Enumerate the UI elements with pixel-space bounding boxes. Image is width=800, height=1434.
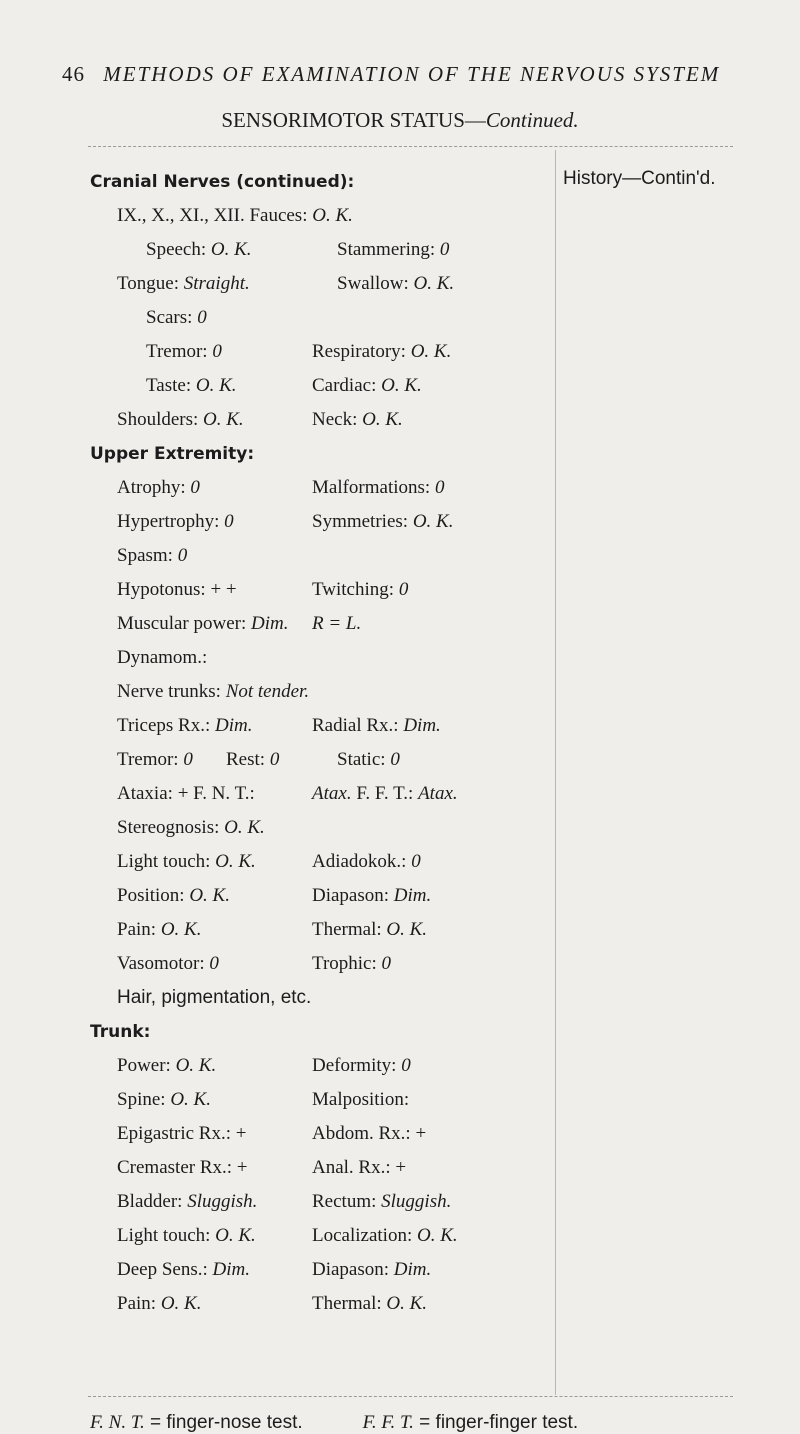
stammering-field (337, 238, 449, 262)
epigastric-field (117, 1122, 246, 1146)
deep-sens-field (117, 1258, 250, 1282)
fft-definition: = finger-finger test. (413, 1412, 579, 1433)
thermal-trunk-label: Thermal: (312, 1293, 387, 1314)
page-number: 46 (62, 62, 85, 86)
nerve-trunks-value: Not tender. (225, 681, 310, 702)
tongue-field (117, 272, 250, 296)
fauces-label: IX., X., XI., XII. Fauces: (117, 205, 313, 226)
ataxia-label: Ataxia: (117, 783, 178, 804)
atax-ff-label: F. F. T.: (351, 783, 419, 804)
rectum-value: Sluggish. (381, 1191, 452, 1212)
deformity-field (312, 1054, 411, 1078)
hypertrophy-value: 0 (224, 511, 234, 532)
deep-sens-label: Deep Sens.: (117, 1259, 213, 1280)
spine-label: Spine: (117, 1089, 171, 1110)
neck-value: O. K. (362, 409, 403, 430)
malposition-field (312, 1088, 409, 1112)
stereognosis-label: Stereognosis: (117, 817, 225, 838)
r-equals-l-field (312, 612, 361, 636)
neck-field (312, 408, 403, 432)
bladder-field (117, 1190, 257, 1214)
thermal-trunk-value: O. K. (386, 1293, 428, 1314)
position-label: Position: (117, 885, 190, 906)
thermal-ue-field (312, 918, 427, 942)
localization-field (312, 1224, 458, 1248)
adiadokok-field (312, 850, 421, 874)
neck-label: Neck: (312, 409, 363, 430)
atax-ff-value: Atax. (418, 783, 458, 804)
triceps-value: Dim. (215, 715, 253, 736)
epigastric-label: Epigastric Rx.: (117, 1123, 236, 1144)
spasm-field (117, 544, 187, 568)
vasomotor-label: Vasomotor: (117, 953, 210, 974)
scars-label: Scars: (146, 307, 198, 328)
rectum-field (312, 1190, 451, 1214)
light-touch-ue-label: Light touch: (117, 851, 216, 872)
position-value: O. K. (189, 885, 230, 906)
diapason-ue-field (312, 884, 431, 908)
shoulders-label: Shoulders: (117, 409, 204, 430)
running-header (62, 62, 762, 87)
cardiac-label: Cardiac: (312, 375, 382, 396)
rectum-label: Rectum: (312, 1191, 382, 1212)
vasomotor-value: 0 (209, 953, 219, 974)
hair-pigmentation-field: Hair, pigmentation, etc. (117, 987, 312, 1008)
cremaster-field (117, 1156, 248, 1180)
light-touch-trunk-label: Light touch: (117, 1225, 216, 1246)
radial-label: Radial Rx.: (312, 715, 404, 736)
pain-trunk-value: O. K. (160, 1293, 202, 1314)
malformations-field (312, 476, 444, 500)
muscular-power-field (117, 612, 289, 636)
hypertrophy-label: Hypertrophy: (117, 511, 225, 532)
triceps-field (117, 714, 253, 738)
spine-field (117, 1088, 211, 1112)
light-touch-trunk-field (117, 1224, 256, 1248)
speech-label: Speech: (146, 239, 211, 260)
vasomotor-field (117, 952, 219, 976)
rest-field (226, 748, 279, 772)
cremaster-value: + (236, 1157, 248, 1178)
pain-ue-field (117, 918, 201, 942)
deformity-value: 0 (401, 1055, 411, 1076)
abdom-value: + (415, 1123, 427, 1144)
radial-field (312, 714, 441, 738)
symmetries-value: O. K. (412, 511, 454, 532)
fnt-definition: = finger-nose test. (144, 1412, 303, 1433)
respiratory-field (312, 340, 451, 364)
pain-ue-label: Pain: (117, 919, 161, 940)
rest-label: Rest: (226, 749, 270, 770)
epigastric-value: + (235, 1123, 247, 1144)
tremor-cn-label: Tremor: (146, 341, 213, 362)
spasm-label: Spasm: (117, 545, 178, 566)
scars-value: 0 (197, 307, 207, 328)
tremor-cn-value: 0 (212, 341, 222, 362)
taste-value: O. K. (195, 375, 237, 396)
malposition-label: Malposition: (312, 1089, 410, 1110)
respiratory-label: Respiratory: (312, 341, 411, 362)
shoulders-field (117, 408, 244, 432)
rest-value: 0 (269, 749, 280, 770)
column-divider (555, 150, 556, 1395)
fft-abbreviation: F. F. T. (362, 1412, 414, 1433)
tremor-cn-field (146, 340, 222, 364)
r-equals-l-value: R = L. (312, 613, 362, 634)
trophic-value: 0 (381, 953, 392, 974)
light-touch-ue-value: O. K. (215, 851, 256, 872)
atrophy-field (117, 476, 200, 500)
section-title-continued: Continued. (485, 108, 579, 132)
shoulders-value: O. K. (203, 409, 244, 430)
running-title: METHODS OF EXAMINATION OF THE NERVOUS SYSTEM (103, 62, 721, 86)
malformations-label: Malformations: (312, 477, 435, 498)
diapason-trunk-label: Diapason: (312, 1259, 394, 1280)
static-field (337, 748, 400, 772)
ataxia-fnt-field (117, 782, 255, 806)
stammering-value: 0 (439, 239, 450, 260)
power-label: Power: (117, 1055, 176, 1076)
history-column-heading: History—Contin'd. (563, 168, 716, 189)
deep-sens-value: Dim. (212, 1259, 250, 1280)
top-rule (88, 146, 733, 147)
pain-ue-value: O. K. (160, 919, 202, 940)
ataxia-value: + F. N. T.: (177, 783, 255, 804)
radial-value: Dim. (403, 715, 441, 736)
bladder-label: Bladder: (117, 1191, 188, 1212)
taste-label: Taste: (146, 375, 196, 396)
muscular-power-label: Muscular power: (117, 613, 252, 634)
spine-value: O. K. (170, 1089, 211, 1110)
power-field (117, 1054, 216, 1078)
dynamom-label: Dynamom.: (117, 647, 208, 668)
adiadokok-value: 0 (411, 851, 421, 872)
localization-label: Localization: (312, 1225, 417, 1246)
cardiac-value: O. K. (381, 375, 422, 396)
section-title (0, 108, 800, 133)
diapason-ue-label: Diapason: (312, 885, 394, 906)
fauces-line (117, 204, 353, 228)
symmetries-label: Symmetries: (312, 511, 413, 532)
cardiac-field (312, 374, 422, 398)
cranial-nerves-heading: Cranial Nerves (continued): (90, 172, 355, 192)
tremor-ue-field (117, 748, 193, 772)
position-field (117, 884, 230, 908)
bottom-rule (88, 1396, 733, 1397)
upper-extremity-heading: Upper Extremity: (90, 444, 255, 464)
triceps-label: Triceps Rx.: (117, 715, 216, 736)
taste-field (146, 374, 237, 398)
speech-field (146, 238, 252, 262)
dynamom-field (117, 646, 207, 670)
atax-ff-prefix: Atax. (312, 783, 352, 804)
tremor-ue-label: Tremor: (117, 749, 184, 770)
malformations-value: 0 (434, 477, 445, 498)
swallow-label: Swallow: (337, 273, 414, 294)
thermal-ue-label: Thermal: (312, 919, 387, 940)
fnt-abbreviation: F. N. T. (90, 1412, 145, 1433)
tremor-ue-value: 0 (183, 749, 193, 770)
localization-value: O. K. (416, 1225, 458, 1246)
diapason-trunk-value: Dim. (393, 1259, 432, 1280)
light-touch-ue-field (117, 850, 256, 874)
twitching-label: Twitching: (312, 579, 399, 600)
respiratory-value: O. K. (410, 341, 452, 362)
swallow-field (337, 272, 454, 296)
scars-field (146, 306, 207, 330)
section-title-main: SENSORIMOTOR STATUS— (221, 108, 486, 132)
twitching-value: 0 (398, 579, 409, 600)
atrophy-label: Atrophy: (117, 477, 191, 498)
deformity-label: Deformity: (312, 1055, 402, 1076)
stereognosis-field (117, 816, 265, 840)
abdom-field (312, 1122, 426, 1146)
pain-trunk-field (117, 1292, 201, 1316)
anal-field (312, 1156, 406, 1180)
thermal-trunk-field (312, 1292, 427, 1316)
light-touch-trunk-value: O. K. (215, 1225, 256, 1246)
twitching-field (312, 578, 408, 602)
thermal-ue-value: O. K. (386, 919, 428, 940)
cremaster-label: Cremaster Rx.: (117, 1157, 237, 1178)
footnote (90, 1412, 780, 1434)
fauces-value: O. K. (312, 205, 353, 226)
nerve-trunks-label: Nerve trunks: (117, 681, 226, 702)
power-value: O. K. (175, 1055, 217, 1076)
diapason-trunk-field (312, 1258, 431, 1282)
static-value: 0 (390, 749, 400, 770)
symmetries-field (312, 510, 453, 534)
nerve-trunks-field (117, 680, 309, 704)
trunk-heading: Trunk: (90, 1022, 151, 1042)
pain-trunk-label: Pain: (117, 1293, 161, 1314)
trophic-label: Trophic: (312, 953, 382, 974)
hypotonus-label: Hypotonus: (117, 579, 211, 600)
tongue-label: Tongue: (117, 273, 184, 294)
static-label: Static: (337, 749, 391, 770)
stereognosis-value: O. K. (224, 817, 265, 838)
atrophy-value: 0 (190, 477, 200, 498)
diapason-ue-value: Dim. (393, 885, 432, 906)
stammering-label: Stammering: (337, 239, 440, 260)
abdom-label: Abdom. Rx.: (312, 1123, 416, 1144)
adiadokok-label: Adiadokok.: (312, 851, 412, 872)
anal-label: Anal. Rx.: (312, 1157, 396, 1178)
anal-value: + (395, 1157, 407, 1178)
spasm-value: 0 (177, 545, 188, 566)
hypotonus-field (117, 578, 237, 602)
trophic-field (312, 952, 391, 976)
swallow-value: O. K. (413, 273, 455, 294)
tongue-value: Straight. (183, 273, 250, 294)
bladder-value: Sluggish. (187, 1191, 258, 1212)
hypotonus-value: + + (210, 579, 237, 600)
hypertrophy-field (117, 510, 234, 534)
speech-value: O. K. (210, 239, 252, 260)
ataxia-fft-field (312, 782, 458, 806)
muscular-power-value: Dim. (251, 613, 289, 634)
